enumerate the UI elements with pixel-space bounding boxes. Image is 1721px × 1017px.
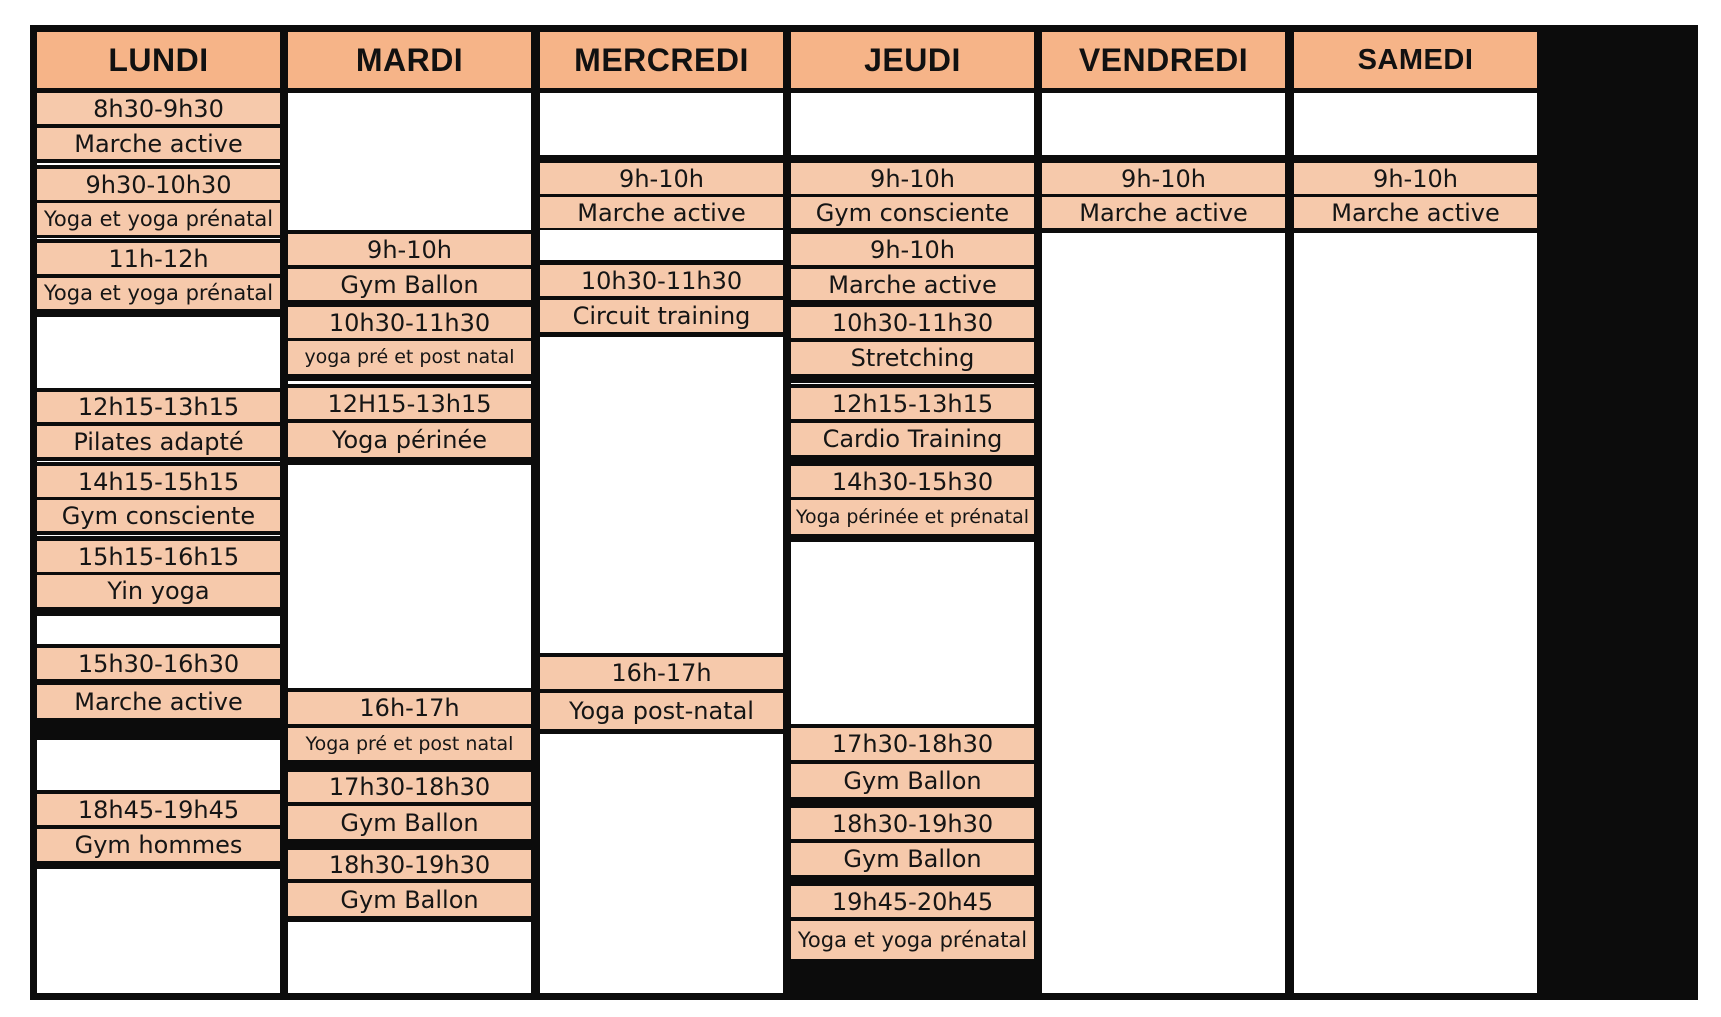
- session-block: [37, 644, 280, 740]
- weekly-schedule-table: [30, 25, 1698, 1000]
- day-header-samedi: SAMEDI: [1294, 32, 1537, 88]
- session-time: 9h30-10h30: [37, 169, 280, 200]
- session-activity: Marche active: [37, 128, 280, 159]
- session-block: [791, 384, 1034, 462]
- day-column-samedi: [1294, 93, 1537, 993]
- session-block: [540, 155, 783, 230]
- session-time: 9h-10h: [1042, 163, 1285, 194]
- session-time: 14h30-15h30: [791, 466, 1034, 497]
- session-activity: yoga pré et post natal: [288, 341, 531, 374]
- session-activity: Marche active: [540, 197, 783, 228]
- day-column-vendredi: [1042, 93, 1285, 993]
- session-activity: Yoga et yoga prénatal: [37, 203, 280, 235]
- session-activity: Marche active: [1294, 197, 1537, 228]
- day-column-lundi: [37, 93, 280, 993]
- session-time: 10h30-11h30: [540, 265, 783, 296]
- session-time: 11h-12h: [37, 243, 280, 274]
- session-time: 9h-10h: [540, 163, 783, 194]
- session-activity: Gym Ballon: [288, 269, 531, 300]
- day-column-jeudi: [791, 93, 1034, 993]
- session-block: [288, 384, 531, 465]
- session-time: 9h-10h: [791, 234, 1034, 265]
- session-block: [791, 724, 1034, 804]
- session-activity: Cardio Training: [791, 423, 1034, 455]
- session-activity: Stretching: [791, 342, 1034, 374]
- session-time: 12h15-13h15: [791, 388, 1034, 419]
- session-time: 16h-17h: [540, 657, 783, 689]
- session-time: 8h30-9h30: [37, 93, 280, 124]
- session-time: 16h-17h: [288, 692, 531, 724]
- session-time: 18h30-19h30: [791, 808, 1034, 839]
- session-activity: Gym hommes: [37, 829, 280, 861]
- session-activity: Gym Ballon: [791, 843, 1034, 875]
- day-column-mercredi: [540, 93, 783, 993]
- session-time: 9h-10h: [288, 234, 531, 265]
- session-activity: Marche active: [1042, 197, 1285, 228]
- session-activity: Marche active: [791, 269, 1034, 300]
- day-header-mercredi: MERCREDI: [540, 32, 783, 88]
- session-block: [540, 260, 783, 337]
- session-time: 10h30-11h30: [791, 307, 1034, 338]
- session-time: 17h30-18h30: [288, 772, 531, 802]
- session-activity: Pilates adapté: [37, 426, 280, 457]
- session-block: [288, 230, 531, 303]
- session-block: [1042, 155, 1285, 233]
- session-block: [288, 303, 531, 381]
- session-activity: Gym consciente: [791, 197, 1034, 228]
- session-activity: Yoga et yoga prénatal: [791, 921, 1034, 959]
- session-block: [791, 462, 1034, 542]
- session-block: [37, 239, 280, 317]
- session-time: 17h30-18h30: [791, 728, 1034, 760]
- session-time: 18h45-19h45: [37, 794, 280, 825]
- day-header-jeudi: JEUDI: [791, 32, 1034, 88]
- day-header-lundi: LUNDI: [37, 32, 280, 88]
- day-column-mardi: [288, 93, 531, 993]
- session-block: [37, 536, 280, 616]
- session-block: [791, 230, 1034, 303]
- session-time: 9h-10h: [791, 163, 1034, 194]
- session-block: [288, 768, 531, 846]
- session-activity: Gym Ballon: [791, 764, 1034, 797]
- session-activity: Yoga pré et post natal: [288, 728, 531, 760]
- session-time: 15h30-16h30: [37, 648, 280, 679]
- session-block: [37, 388, 280, 461]
- session-block: [37, 462, 280, 535]
- day-header-vendredi: VENDREDI: [1042, 32, 1285, 88]
- session-block: [791, 155, 1034, 230]
- day-header-mardi: MARDI: [288, 32, 531, 88]
- session-activity: Yoga post-natal: [540, 693, 783, 729]
- session-time: 18h30-19h30: [288, 850, 531, 879]
- session-activity: Yoga et yoga prénatal: [37, 278, 280, 309]
- session-time: 19h45-20h45: [791, 886, 1034, 917]
- session-block: [791, 882, 1034, 993]
- session-block: [1294, 155, 1537, 233]
- session-block: [37, 93, 280, 163]
- session-block: [540, 653, 783, 734]
- session-time: 14h15-15h15: [37, 466, 280, 497]
- session-time: 10h30-11h30: [288, 307, 531, 338]
- session-activity: Yoga périnée: [288, 423, 531, 457]
- session-activity: Marche active: [37, 685, 280, 718]
- session-block: [37, 790, 280, 869]
- session-time: 15h15-16h15: [37, 541, 280, 572]
- session-time: 12H15-13h15: [288, 388, 531, 419]
- session-activity: Gym Ballon: [288, 883, 531, 916]
- session-block: [288, 688, 531, 768]
- session-activity: Gym consciente: [37, 500, 280, 531]
- session-activity: Circuit training: [540, 300, 783, 332]
- session-block: [791, 804, 1034, 882]
- session-activity: Gym Ballon: [288, 806, 531, 839]
- session-time: 9h-10h: [1294, 163, 1537, 194]
- session-block: [288, 846, 531, 922]
- session-block: [791, 303, 1034, 383]
- session-time: 12h15-13h15: [37, 392, 280, 422]
- session-activity: Yin yoga: [37, 575, 280, 607]
- session-block: [37, 165, 280, 238]
- session-activity: Yoga périnée et prénatal: [791, 500, 1034, 534]
